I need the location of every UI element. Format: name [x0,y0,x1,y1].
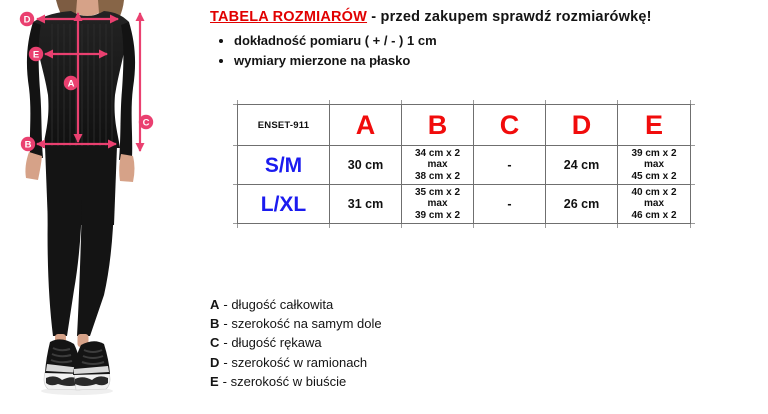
note-item-accuracy: • dokładność pomiaru ( + / - ) 1 cm [234,33,652,48]
cell-lxl-b-line2: max [427,198,448,210]
column-header-b: B [402,105,473,145]
cell-sm-b [402,146,473,184]
title-line [210,9,652,25]
cell-lxl-a: 31 cm [330,185,401,223]
legend-item-c [210,333,382,352]
size-label-sm: S/M [238,146,329,184]
legend-item-a [210,295,382,314]
column-header-c: C [474,105,545,145]
cell-lxl-b-line1: 35 cm x 2 [414,186,461,198]
size-table [237,104,691,224]
marker-e-letter: E [32,49,40,61]
cell-sm-c: - [474,146,545,184]
cell-lxl-e-line3: 46 cm x 2 [631,209,677,221]
note-item-flat: • wymiary mierzone na płasko [234,53,652,68]
cell-lxl-b-line3: 39 cm x 2 [414,209,461,221]
cell-sm-d: 24 cm [546,146,617,184]
legend-letter-a: A [210,297,220,312]
column-header-d: D [546,105,617,145]
marker-c-letter: C [142,117,150,129]
model-leg-right [77,200,114,336]
legend-item-d [210,353,382,372]
legend-desc-c: - długość rękawa [223,335,322,351]
marker-a-letter: A [67,78,75,90]
header [210,9,652,73]
legend-desc-d: - szerokość w ramionach [223,354,368,370]
cell-lxl-e-line1: 40 cm x 2 [631,186,677,198]
size-table-wrap [237,104,691,224]
legend-letter-b: B [210,316,220,332]
model-neck [76,0,99,16]
cell-sm-b-line1: 34 cm x 2 [414,147,461,159]
cell-lxl-c: - [474,185,545,223]
model-hand-right [119,154,134,182]
legend-letter-c: C [210,335,220,351]
measurement-legend [210,295,382,391]
marker-b-letter: B [24,139,32,151]
model-photo [0,0,190,414]
cell-lxl-b [402,185,473,223]
column-header-e: E [618,105,690,145]
column-header-a: A [330,105,401,145]
cell-sm-a: 30 cm [330,146,401,184]
legend-letter-e: E [210,373,219,389]
model-sweater [33,11,129,148]
model-leg-left [48,200,82,336]
cell-sm-b-line2: max [427,159,448,171]
cell-sm-e-line2: max [643,159,664,171]
legend-item-e [210,372,382,391]
cell-lxl-e [618,185,690,223]
legend-desc-b: - szerokość na samym dole [223,316,382,332]
page-subtitle: - przed zakupem sprawdź rozmiarówkę! [367,9,652,25]
legend-letter-d: D [210,354,220,370]
page-title: TABELA ROZMIARÓW [210,9,368,25]
legend-item-b [210,314,382,333]
marker-d-letter: D [23,14,31,26]
product-code-cell: ENSET-911 [238,105,329,145]
legend-desc-e: - szerokość w biuście [222,373,347,389]
cell-lxl-d: 26 cm [546,185,617,223]
model-sneaker-right [73,341,110,390]
cell-sm-e [618,146,690,184]
cell-sm-e-line1: 39 cm x 2 [631,147,677,159]
legend-desc-a: - długość całkowita [223,297,334,312]
notes-list [210,33,652,68]
model-figure [0,0,190,414]
cell-sm-b-line3: 38 cm x 2 [414,170,461,182]
model-hand-left [25,152,42,180]
cell-sm-e-line3: 45 cm x 2 [631,170,677,182]
cell-lxl-e-line2: max [643,198,664,210]
size-label-lxl: L/XL [238,185,329,223]
